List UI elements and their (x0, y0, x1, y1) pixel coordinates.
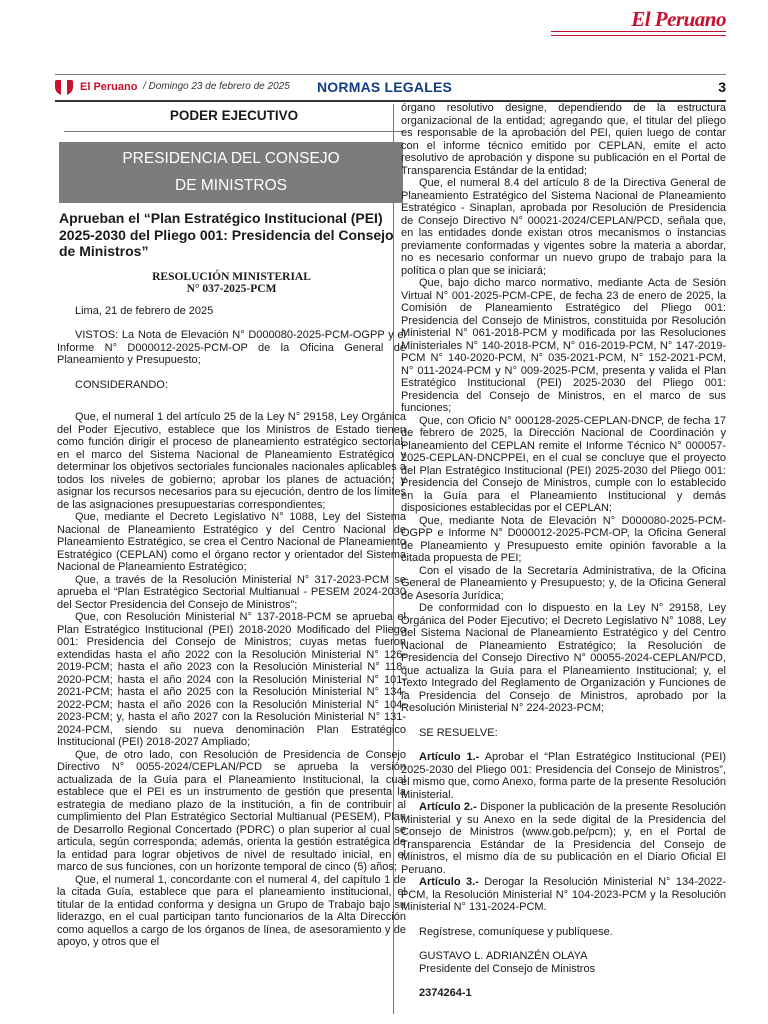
signatory-title: Presidente del Consejo de Ministros (419, 962, 596, 975)
article-label: Artículo 3.- (419, 876, 479, 888)
resolution-type: RESOLUCIÓN MINISTERIAL (152, 270, 311, 283)
article-label: Artículo 2.- (419, 801, 477, 813)
article-text: Derogar la Resolución Ministerial N° 134-2022-PCM, la Resolución Ministerial N° 104-2023-PCM y la Resolución Ministerial N° 131-2024-PCM. (401, 876, 727, 913)
masthead-title: El Peruano (631, 7, 726, 31)
vistos-paragraph: VISTOS: La Nota de Elevación N° D000080-2025-PCM-OGPP y el Informe N° D000012-2025-PCM-OP de la Oficina General de Planeamiento y Presupuesto; (57, 329, 406, 366)
body-paragraph: Que, el numeral 8.4 del artículo 8 de la Directiva General de Planeamiento Estratégico del Sistema Nacional de Planeamiento Estratégico - Sinaplan, aprobada por Resolución de Presidencia de Consejo Directivo N° 00021-2024/CEPLAN/PCD, señala que, en las entidades donde existan otros mecanismos o instancias previamente conformadas y vigentes sobre la materia a abordar, no es necesario conformar un nuevo grupo de trabajo para la política o plan que se iniciará; (401, 177, 726, 277)
place-date: Lima, 21 de febrero de 2025 (75, 304, 214, 317)
body-paragraph: Que, de otro lado, con Resolución de Presidencia de Consejo Directivo N° 0055-2024/CEPLAN/PCD se aprueba la versión actualizada de la Guía para el Planeamiento Institucional, la cual establece que el PEI es un instrumento de gestión que presenta la estrategia de mediano plazo de la institución, a fin de contribuir al cumplimiento del Plan Estratégico Sectorial Multianual (PESEM), Plan de Desarrollo Regional Concertado (PDRC) o plan superior al cual se articula, según corresponda; además, orienta la gestión estratégica de la entidad para lograr objetivos de nivel de resultado inicial, en el marco de sus funciones, con un horizonte temporal de cinco (5) años; (57, 748, 406, 873)
resolution-title: Aprueban el “Plan Estratégico Institucional (PEI) 2025-2030 del Pliego 001: Presidencia del Consejo de Ministros” (59, 210, 394, 259)
body-paragraph: órgano resolutivo designe, dependiendo de la estructura organizacional de la entidad; agregando que, el titular del pliego es responsable de la aprobación del PEI, quien luego de contar con el informe técnico emitido por CEPLAN, emite el acto resolutivo de aprobación y dispone su publicación en el Portal de Transparencia Estándar de la entidad; (401, 102, 726, 177)
considerando-heading: CONSIDERANDO: (75, 378, 168, 391)
right-column (401, 102, 726, 1000)
body-paragraph: Que, mediante Nota de Elevación N° D000080-2025-PCM-OGPP e Informe N° D000012-2025-PCM-OP, la Oficina General de Planeamiento y Presupuesto emite opinión favorable a la citada propuesta de PEI; (401, 514, 726, 564)
body-paragraph: De conformidad con lo dispuesto en la Ley N° 29158, Ley Orgánica del Poder Ejecutivo; el Decreto Legislativo N° 1088, Ley del Sistema Nacional de Planeamiento Estratégico y del Centro Nacional de Planeamiento Estratégico; la Resolución de Presidencia del Consejo Directivo N° 00055-2024-CEPLAN/PCD, que actualiza la Guía para el Planeamiento Institucional; y, el Texto Integrado del Reglamento de Organización y Funciones de la Presidencia del Consejo de Ministros, aprobado por la Resolución Ministerial N° 224-2023-PCM; (401, 602, 726, 714)
signatory-name: GUSTAVO L. ADRIANZÉN OLAYA (419, 950, 588, 962)
article-3 (401, 876, 726, 914)
left-column (57, 108, 406, 949)
resolves-heading: SE RESUELVE: (419, 726, 498, 739)
page-number: 3 (718, 79, 726, 95)
header-rule-top (55, 74, 726, 75)
article-2 (401, 801, 726, 876)
closing-formula: Regístrese, comuníquese y publíquese. (419, 925, 613, 938)
coat-of-arms-icon (55, 80, 73, 95)
body-paragraph: Que, a través de la Resolución Ministerial N° 317-2023-PCM se aprueba el “Plan Estratégico Sectorial Multianual - PESEM 2024-2030 del Sector Presidencia del Consejo de Ministros”; (57, 573, 406, 611)
header-date: / Domingo 23 de febrero de 2025 (143, 81, 290, 92)
entity-line-2: DE MINISTROS (175, 177, 287, 194)
body-paragraph: Con el visado de la Secretaría Administrativa, de la Oficina General de Planeamiento y Presupuesto; y, de la Oficina General de Asesoría Jurídica; (401, 564, 726, 602)
entity-line-1: PRESIDENCIA DEL CONSEJO (122, 150, 340, 167)
article-text: Aprobar el “Plan Estratégico Institucional (PEI) 2025-2030 del Pliego 001: Presidencia del Consejo de Ministros”, el mismo que, como Anexo, forma parte de la presente Resolución Ministerial. (401, 751, 727, 801)
body-paragraph: Que, el numeral 1, concordante con el numeral 4, del capítulo 1 de la citada Guía, establece que para el planeamiento institucional, el titular de la entidad conforma y designa un Grupo de Trabajo bajo su liderazgo, en el cual participan tanto funcionarios de la Alta Dirección como aquellos a cargo de los órganos de línea, de asesoramiento y de apoyo, y otros que el (57, 873, 406, 948)
article-1 (401, 751, 726, 801)
entity-banner (59, 142, 403, 203)
body-paragraph: Que, con Resolución Ministerial N° 137-2018-PCM se aprueba el Plan Estratégico Institucional (PEI) 2018-2020 Modificado del Pliego 001: Presidencia del Consejo de Ministros; cuyas metas fueron extendidas hasta el año 2022 con la Resolución Ministerial N° 126-2019-PCM; hasta el año 2023 con la Resolución Ministerial N° 118-2020-PCM; hasta el año 2024 con la Resolución Ministerial N° 101-2021-PCM; hasta el año 2025 con la Resolución Ministerial N° 134-2022-PCM; hasta el año 2026 con la Resolución Ministerial N° 104-2023-PCM; y, hasta el año 2027 con la Resolución Ministerial N° 131-2024-PCM, siendo su nueva denominación Plan Estratégico Institucional (PEI) 2018-2027 Ampliado; (57, 611, 406, 748)
page-header (55, 76, 726, 100)
header-brand: El Peruano (80, 81, 138, 93)
left-body (57, 305, 406, 949)
resolution-number-block (57, 271, 406, 296)
body-paragraph: Que, mediante el Decreto Legislativo N° 1088, Ley del Sistema Nacional de Planeamiento Estratégico y del Centro Nacional de Planeamiento Estratégico, se crea el Centro Nacional de Planeamiento Estratégico (CEPLAN) como el órgano rector y orientador del Sistema Nacional de Planeamiento Estratégico; (57, 511, 406, 573)
document-id: 2374264-1 (419, 987, 472, 999)
article-text: Disponer la publicación de la presente Resolución Ministerial y su Anexo en la sede digital de la Presidencia del Consejo de Ministros (www.gob.pe/pcm); y, en el Portal de Transparencia Estándar de la Presidencia del Consejo de Ministros, el mismo día de su publicación en el Diario Oficial El Peruano. (401, 801, 726, 876)
header-section: NORMAS LEGALES (317, 79, 453, 95)
resolution-number: N° 037-2025-PCM (186, 283, 277, 295)
masthead-underline (551, 31, 726, 36)
article-label: Artículo 1.- (419, 751, 480, 763)
body-paragraph: Que, bajo dicho marco normativo, mediante Acta de Sesión Virtual N° 001-2025-PCM-CPE, de fecha 23 de enero de 2025, la Comisión de Planeamiento Estratégico del Pliego 001: Presidencia del Consejo de Ministros, constituida por Resolución Ministerial N° 061-2018-PCM y modificada por las Resoluciones Ministeriales N° 140-2018-PCM, N° 016-2019-PCM, N° 147-2019-PCM N° 140-2020-PCM, N° 035-2021-PCM, N° 152-2021-PCM, N° 011-2024-PCM y N° 009-2025-PCM, presenta y valida el Plan Estratégico Institucional (PEI) 2025-2030 del Pliego 001: Presidencia del Consejo de Ministros, en el marco de sus funciones; (401, 277, 726, 414)
body-paragraph: Que, con Oficio N° 000128-2025-CEPLAN-DNCP, de fecha 17 de febrero de 2025, la Dirección Nacional de Coordinación y Planeamiento del CEPLAN remite el Informe Técnico N° 000057-2025-CEPLAN-DNCPPEI, en el cual se concluye que el proyecto del Plan Estratégico Institucional (PEI) 2025-2030 del Pliego 001: Presidencia del Consejo de Ministros, cumple con lo establecido en la Guía para el Planeamiento Institucional y demás disposiciones establecidas por el CEPLAN; (401, 414, 726, 514)
sector-heading: PODER EJECUTIVO (64, 108, 404, 132)
body-paragraph: Que, el numeral 1 del artículo 25 de la Ley N° 29158, Ley Orgánica del Poder Ejecutivo, establece que los Ministros de Estado tienen como función dirigir el proceso de planeamiento estratégico sectorial, en el marco del Sistema Nacional de Planeamiento Estratégico y determinar los objetivos sectoriales funcionales nacionales aplicables a todos los niveles de gobierno; aprobar los planes de actuación; y asignar los recursos necesarios para su ejecución, dentro de los límites de las asignaciones presupuestarias correspondientes; (57, 411, 406, 511)
